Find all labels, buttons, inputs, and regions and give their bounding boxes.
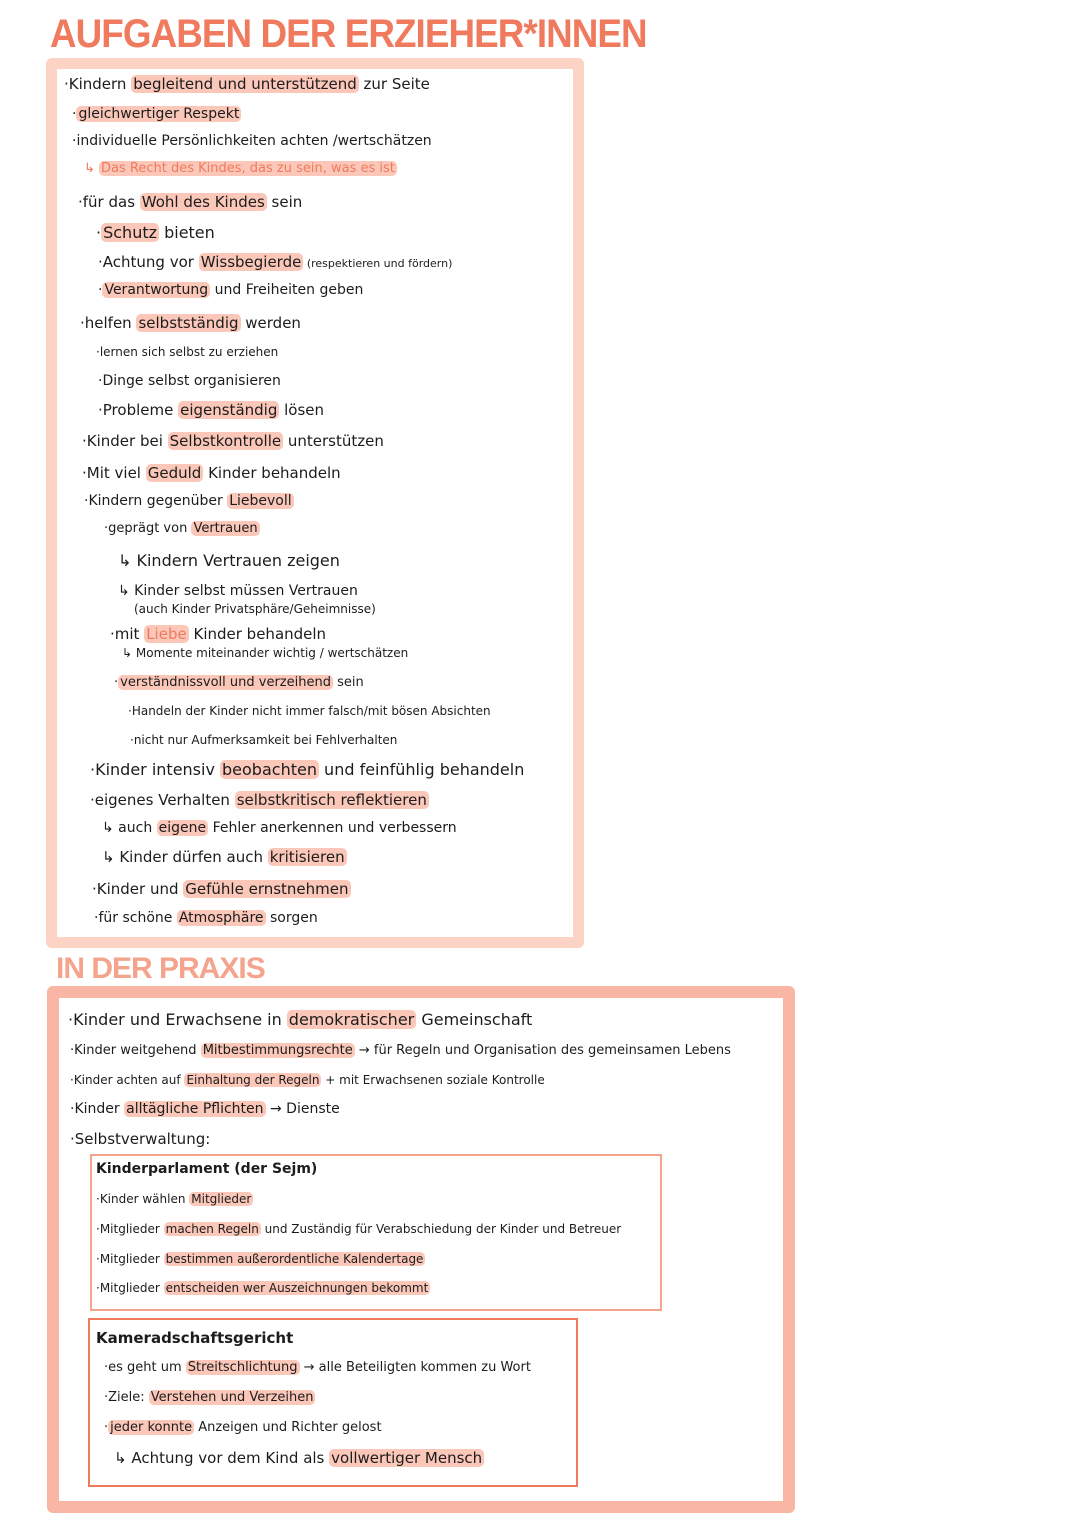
highlight: Selbstkontrolle <box>169 432 282 450</box>
list-item: · Verantwortung und Freiheiten geben <box>98 282 364 298</box>
highlight: Verantwortung <box>104 282 209 298</box>
highlight: Verstehen und Verzeihen <box>150 1390 314 1405</box>
list-item: ·für das Wohl des Kindes sein <box>78 193 303 211</box>
list-item: ·helfen selbstständig werden <box>80 314 301 332</box>
list-item: ↳ Das Recht des Kindes, das zu sein, was es ist <box>84 161 395 176</box>
list-item: ·lernen sich selbst zu erziehen <box>96 345 279 359</box>
list-item: ·Mitglieder entscheiden wer Auszeichnungen bekommt <box>96 1281 429 1295</box>
list-item: ·Ziele: Verstehen und Verzeihen <box>104 1390 314 1405</box>
list-item: · verständnissvoll und verzeihend sein <box>114 675 364 690</box>
list-item: ·Kindern begleitend und unterstützend zur Seite <box>64 75 430 93</box>
list-item: ·Achtung vor Wissbegierde (respektieren und fördern) <box>98 253 453 271</box>
highlight: Gefühle ernstnehmen <box>185 880 349 898</box>
list-item: ↳ Kinder dürfen auch kritisieren <box>102 848 345 866</box>
list-item: ·Kindern gegenüber Liebevoll <box>84 493 292 509</box>
list-item: ·Mitglieder bestimmen außerordentliche Kalendertage <box>96 1252 424 1266</box>
highlight: bestimmen außerordentliche Kalendertage <box>165 1252 424 1266</box>
list-item: ·Selbstverwaltung: <box>70 1130 211 1148</box>
list-item: · jeder konnte Anzeigen und Richter gelost <box>104 1420 382 1435</box>
list-item: ↳ Momente miteinander wichtig / wertschätzen <box>122 646 409 660</box>
list-item: ·individuelle Persönlichkeiten achten /wertschätzen <box>72 133 432 149</box>
list-item: ·mit Liebe Kinder behandeln <box>110 625 327 643</box>
highlight: entscheiden wer Auszeichnungen bekommt <box>165 1281 429 1295</box>
court-heading: Kameradschaftsgericht <box>96 1329 294 1347</box>
list-item: ·Dinge selbst organisieren <box>98 373 281 389</box>
highlight: eigene <box>158 820 207 836</box>
highlight: Wohl des Kindes <box>141 193 265 211</box>
list-item: ·eigenes Verhalten selbstkritisch reflektieren <box>90 791 427 809</box>
highlight: eigenständig <box>180 401 278 419</box>
list-item: ·es geht um Streitschlichtung → alle Beteiligten kommen zu Wort <box>104 1360 531 1375</box>
list-item: ·Kinder intensiv beobachten und feinfühlig behandeln <box>90 760 525 779</box>
list-item: ·Probleme eigenständig lösen <box>98 401 325 419</box>
highlight: selbstkritisch reflektieren <box>236 791 427 809</box>
highlight: Streitschlichtung <box>187 1360 298 1375</box>
highlight: verständnissvoll und verzeihend <box>120 675 331 690</box>
list-item: ↳ Kindern Vertrauen zeigen <box>118 551 340 570</box>
highlight: Liebe <box>146 625 187 643</box>
list-item: ↳ Achtung vor dem Kind als vollwertiger Mensch <box>114 1449 483 1467</box>
highlight: Atmosphäre <box>178 910 264 926</box>
list-item: ·Mit viel Geduld Kinder behandeln <box>82 464 341 482</box>
highlight: demokratischer <box>288 1010 415 1029</box>
highlight: Geduld <box>147 464 202 482</box>
highlight: Liebevoll <box>229 493 292 509</box>
highlight: kritisieren <box>269 848 345 866</box>
list-item: ·Kinder alltägliche Pflichten → Dienste <box>70 1101 340 1117</box>
highlight: gleichwertiger Respekt <box>78 106 240 122</box>
section-title-praxis: IN DER PRAXIS <box>56 952 265 985</box>
list-item: ·nicht nur Aufmerksamkeit bei Fehlverhalten <box>130 733 398 747</box>
highlight: vollwertiger Mensch <box>331 1449 483 1467</box>
highlight: alltägliche Pflichten <box>126 1101 264 1117</box>
parliament-heading: Kinderparlament (der Sejm) <box>96 1161 318 1177</box>
list-item: ·Kinder wählen Mitglieder <box>96 1192 252 1206</box>
list-item: ·Kinder achten auf Einhaltung der Regeln + mit Erwachsenen soziale Kontrolle <box>70 1073 545 1087</box>
page-title: AUFGABEN DER ERZIEHER*INNEN <box>50 12 647 56</box>
highlight: Vertrauen <box>193 521 258 536</box>
list-item: · gleichwertiger Respekt <box>72 106 240 122</box>
list-item: ·für schöne Atmosphäre sorgen <box>94 910 318 926</box>
highlight: Wissbegierde <box>200 253 302 271</box>
list-item: · Schutz bieten <box>96 223 215 242</box>
highlight: Mitbestimmungsrechte <box>202 1043 353 1058</box>
list-item: ↳ auch eigene Fehler anerkennen und verbessern <box>102 820 457 836</box>
highlight: beobachten <box>222 760 317 779</box>
highlight: jeder konnte <box>110 1420 193 1435</box>
highlight: Das Recht des Kindes, das zu sein, was es ist <box>101 161 395 176</box>
list-item: ·Kinder weitgehend Mitbestimmungsrechte → für Regeln und Organisation des gemeinsamen Lebens <box>70 1043 731 1058</box>
highlight: Mitglieder <box>191 1192 252 1206</box>
list-item: ·geprägt von Vertrauen <box>104 521 258 536</box>
list-item: ↳ Kinder selbst müssen Vertrauen <box>118 583 358 599</box>
highlight: begleitend und unterstützend <box>133 75 357 93</box>
list-item: (auch Kinder Privatsphäre/Geheimnisse) <box>134 602 376 616</box>
list-item: ·Kinder und Gefühle ernstnehmen <box>92 880 349 898</box>
list-item: ·Handeln der Kinder nicht immer falsch/mit bösen Absichten <box>128 704 491 718</box>
highlight: Einhaltung der Regeln <box>186 1073 320 1087</box>
highlight: selbstständig <box>138 314 239 332</box>
highlight: machen Regeln <box>165 1222 259 1236</box>
list-item: ·Kinder und Erwachsene in demokratischer Gemeinschaft <box>68 1010 533 1029</box>
list-item: ·Mitglieder machen Regeln und Zuständig für Verabschiedung der Kinder und Betreuer <box>96 1222 622 1236</box>
highlight: Schutz <box>103 223 157 242</box>
list-item: ·Kinder bei Selbstkontrolle unterstützen <box>82 432 384 450</box>
